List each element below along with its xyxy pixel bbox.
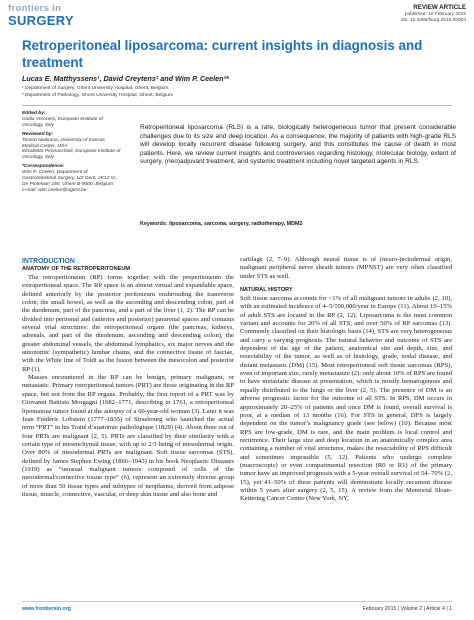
doi[interactable]: doi: 10.3389/fsurg.2015.00004 [400, 17, 466, 23]
keywords-text: liposarcoma, sarcoma, surgery, radiotherapy, MDM2 [169, 221, 303, 227]
logo-bottom-text: SURGERY [8, 13, 74, 28]
abstract: Retroperitoneal liposarcoma (RLS) is a rare, biologically heterogeneous tumor that present considerable challenges due to its size and deep location. As a consequence, the majority of patients with high-grade RLS will develop locally recurrent disease following surgery, and this constitutes the cause of death in most patients. Here, we review current insights and controversies regarding histology, molecular biology, extent of surgery, (neo)adjuvant treatment, and systemic treatment including novel targeted agents in RLS. [140, 124, 456, 166]
header-divider [22, 105, 452, 106]
anatomy-subheading: ANATOMY OF THE RETROPERITONEUM [22, 266, 131, 272]
article-title: Retroperitoneal liposarcoma: current insights in diagnosis and treatment [22, 38, 423, 70]
paragraph: The retroperitoneum (RP) forms together with the preperitoneum the extraperitoneal space. The RP space is an almost virtual and expandable space, defined anteriorly by the posterior peritoneum enshrouding the transverse colon, the small bowel, as well as the ascending and descending colon, part of the duodenum, part of the pancreas, and a part of the liver (1, 2). The RP can be divided into perirenal and (anterior and posterior) pararenal spaces and contains several vital structures: the retroperitoneal organs (the pancreas, kidneys, adrenals, and part of the duodenum, ascending and descending colon), the greater abdominal vessels, the abdominal lymphatics, six major nerves and the autonomic (sympathetic) lumbar chains, and the connective tissue of fasciae, with the White line of Toldt as the fusion between the mesocolon and posterior RP (1). [22, 274, 234, 373]
paragraph: Masses encountered in the RP can be benign, primary malignant, or metastatic. Primary retroperitoneal tumors (PRT) are those originating in the RP space, but not from the RP organs. Probably, the first report of a PRT was by Giovanni Battista Morgagni (1682–1771, describing in 1761, a retroperitoneal lipomatous tumor found at the autopsy of a 60-year-old woman (3). Later it was Jean Frédéric Lobstein (1777–1835) of Strasbourg who launched the actual term “PRT” in his Traité d’anatomie pathologique (1829) (4). About three out of four PRTs are malignant (2, 5). PRTs are classified by their similarity with a certain type of mesenchymal tissue, with up to 2/3 being of mesodermal origin. Over 80% of mesodermal PRTs are malignant. Soft tissue sarcomas (STS), defined by James Stephen Ewing (1866–1943) in his book Neoplastic Diseases (1919) as “unusual malignant tumors composed of cells of the mesodermal/connective tissue type” (6), represent an extremely diverse group of more than 50 tissue types and subtypes of neoplasms, derived from adipose tissue, muscle, connective, vascular, or deep skin tissue and also bone and [22, 374, 234, 498]
natural-history-subheading: NATURAL HISTORY [240, 287, 293, 294]
footer-url[interactable]: www.frontiersin.org [22, 606, 71, 612]
correspondence-label: *Correspondence: [22, 164, 65, 170]
footer-citation: February 2015 | Volume 2 | Article 4 | 1 [362, 606, 452, 612]
journal-logo [8, 4, 88, 27]
paragraph: Soft tissue sarcoma accounts for <1% of all malignant tumors in adults (2, 10), with an estimated incidence of 4–5/100,000/year in Europe (11). About 10–15% of adult STS are located in the RP (2, 12). Liposarcoma is the most common variant and accounts for 20% of all STS, and over 50% of RP sarcomas (13). Commonly classified on their histologic basis (14), STS are very heterogeneous and carry a varying prognosis. The natural behavior and outcome of STS are dependent of the age of the patient, anatomical site and depth, size, and resectability of the tumor, as well as of histology, grade, nodal disease, and distant metastasis (DM) (15). Most retroperitoneal soft tissue sarcomas (RPS), even of important size, rarely metastasize (2): only about 10% of RPS are found to have metastatic disease at presentation, which is mostly hematogenous and equally distributed to the lungs or the liver (2, 5). The presence of DM is an adverse prognostic factor for the outcome of all STS. In RPS, DM occurs in approximately 20–25% of patients and once DM is found, overall survival is poor, at a median of 13 months (16). For STS in general, DFS is largely dependent on the tumor’s malignancy grade (see below) (10). Because most RPS are low-grade, DM is rare, and the main problem is local control and recurrence. Their large size and deep location in an anatomically complex area containing a number of vital structures, makes the resectability of RPS difficult and sometimes impossible (5, 12). Patients who undergo complete (macroscopic) or even compartmental resection (R0 or R1) of the primary tumor have an improved prognosis with a 5-year overall survival of 54–70% (2, 15), yet 41–50% of these patients will demonstrate locally recurrent disease within 5 years after surgery (2, 5, 15). A review from the Memorial Sloan-Kettering Cancer Center (New York, NY, [240, 295, 452, 503]
published-date: published: 10 February 2015 [404, 12, 466, 17]
edited-by-label: Edited by: [22, 111, 46, 116]
correspondence: Wim P. Ceelen, Department of Gastrointestinal Surgery, UZ Gent, 2K12 IC, De Pintelaan 185, Ghent B-9000, Belgium e-mail: wim.ceelen@ugent.be [22, 170, 118, 193]
paragraph: cartilage (2, 7–9). Although neural tissue is of (neuro-)ectodermal origin, malignant peripheral nerve sheath tumors (MPNST) are very often classified under STS as well. [240, 256, 452, 280]
keywords-label: Keywords: [140, 221, 168, 227]
affiliation-1: ¹ Department of Surgery, Ghent University Hospital, Ghent, Belgium [22, 86, 169, 91]
editor: Giulia Veronesi, European Institute of Oncology, Italy [22, 116, 103, 128]
author-list: Lucas E. Matthyssens¹, David Creytens² and Wim P. Ceelen¹* [22, 74, 229, 83]
reviewed-by-label: Reviewed by: [22, 131, 54, 137]
article-sidebar [22, 108, 122, 194]
keywords [140, 221, 456, 227]
logo-top-text: frontiers in [8, 3, 62, 14]
affiliation-2: ² Department of Pathology, Ghent University Hospital, Ghent, Belgium [22, 92, 174, 98]
affiliations [22, 86, 462, 100]
introduction-heading: INTRODUCTION [22, 258, 75, 265]
right-column [240, 256, 452, 504]
left-column [22, 258, 234, 499]
footer-divider [22, 601, 452, 602]
article-type: REVIEW ARTICLE [413, 4, 466, 11]
reviewers: Tomoo Iwakuma, University of Kansas Medical Center, USA Elisabetta Pennacchioli, European Institute of Oncology, Italy [22, 137, 121, 161]
article-meta [401, 4, 466, 23]
